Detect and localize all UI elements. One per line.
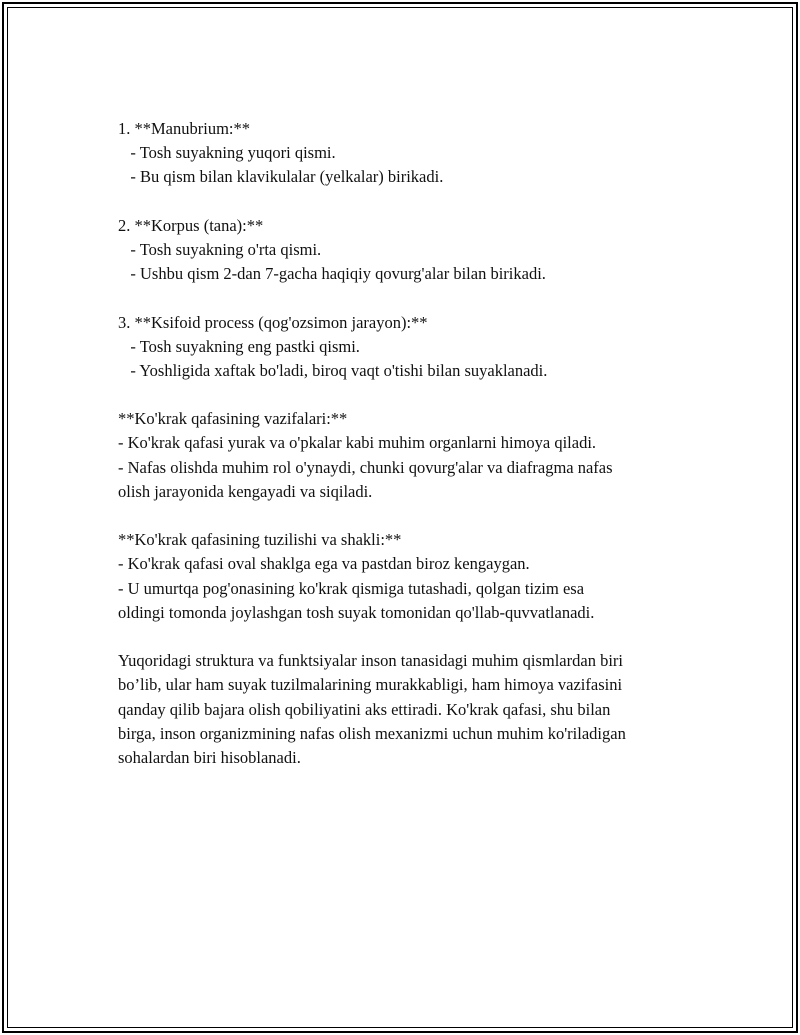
section-manubrium [118, 117, 693, 190]
paragraph-spacer [118, 625, 693, 649]
text-line: sohalardan biri hisoblanadi. [118, 747, 301, 767]
paragraph-spacer [118, 504, 693, 528]
paragraph-spacer [118, 383, 693, 407]
text-line: - Ushbu qism 2-dan 7-gacha haqiqiy qovurg'alar bilan birikadi. [118, 264, 546, 284]
paragraph-spacer [118, 190, 693, 214]
text-line: **Ko'krak qafasining vazifalari:** [118, 409, 348, 429]
text-line: - Tosh suyakning o'rta qismi. [118, 239, 322, 259]
text-line: - Tosh suyakning yuqori qismi. [118, 143, 336, 163]
text-line: **Ko'krak qafasining tuzilishi va shakli:** [118, 530, 402, 550]
text-line: - Nafas olishda muhim rol o'ynaydi, chunki qovurg'alar va diafragma nafas [118, 457, 613, 477]
text-line: - Yoshligida xaftak bo'ladi, biroq vaqt o'tishi bilan suyaklanadi. [118, 360, 548, 380]
text-line: - Ko'krak qafasi yurak va o'pkalar kabi muhim organlarni himoya qiladi. [118, 433, 597, 453]
text-line: - Bu qism bilan klavikulalar (yelkalar) birikadi. [118, 167, 444, 187]
text-line: - Ko'krak qafasi oval shaklga ega va pastdan biroz kengaygan. [118, 554, 530, 574]
section-korpus [118, 214, 693, 287]
text-line: Yuqoridagi struktura va funktsiyalar inson tanasidagi muhim qismlardan biri [118, 651, 623, 671]
text-line: birga, inson organizmining nafas olish mexanizmi uchun muhim ko'riladigan [118, 723, 626, 743]
text-line: qanday qilib bajara olish qobiliyatini aks ettiradi. Ko'krak qafasi, shu bilan [118, 699, 611, 719]
section-xulosa [118, 649, 693, 770]
text-line: oldingi tomonda joylashgan tosh suyak tomonidan qo'llab-quvvatlanadi. [118, 602, 595, 622]
document-body [118, 117, 693, 770]
paragraph-spacer [118, 286, 693, 310]
section-tuzilishi [118, 528, 693, 625]
text-line: - Tosh suyakning eng pastki qismi. [118, 336, 360, 356]
section-vazifalari [118, 407, 693, 504]
text-line: 2. **Korpus (tana):** [118, 215, 264, 235]
text-line: 1. **Manubrium:** [118, 119, 250, 138]
text-line: bo’lib, ular ham suyak tuzilmalarining murakkabligi, ham himoya vazifasini [118, 675, 623, 695]
text-line: 3. **Ksifoid process (qog'ozsimon jarayon):** [118, 312, 428, 332]
text-line: olish jarayonida kengayadi va siqiladi. [118, 481, 373, 501]
section-ksifoid [118, 311, 693, 384]
text-line: - U umurtqa pog'onasining ko'krak qismiga tutashadi, qolgan tizim esa [118, 578, 585, 598]
